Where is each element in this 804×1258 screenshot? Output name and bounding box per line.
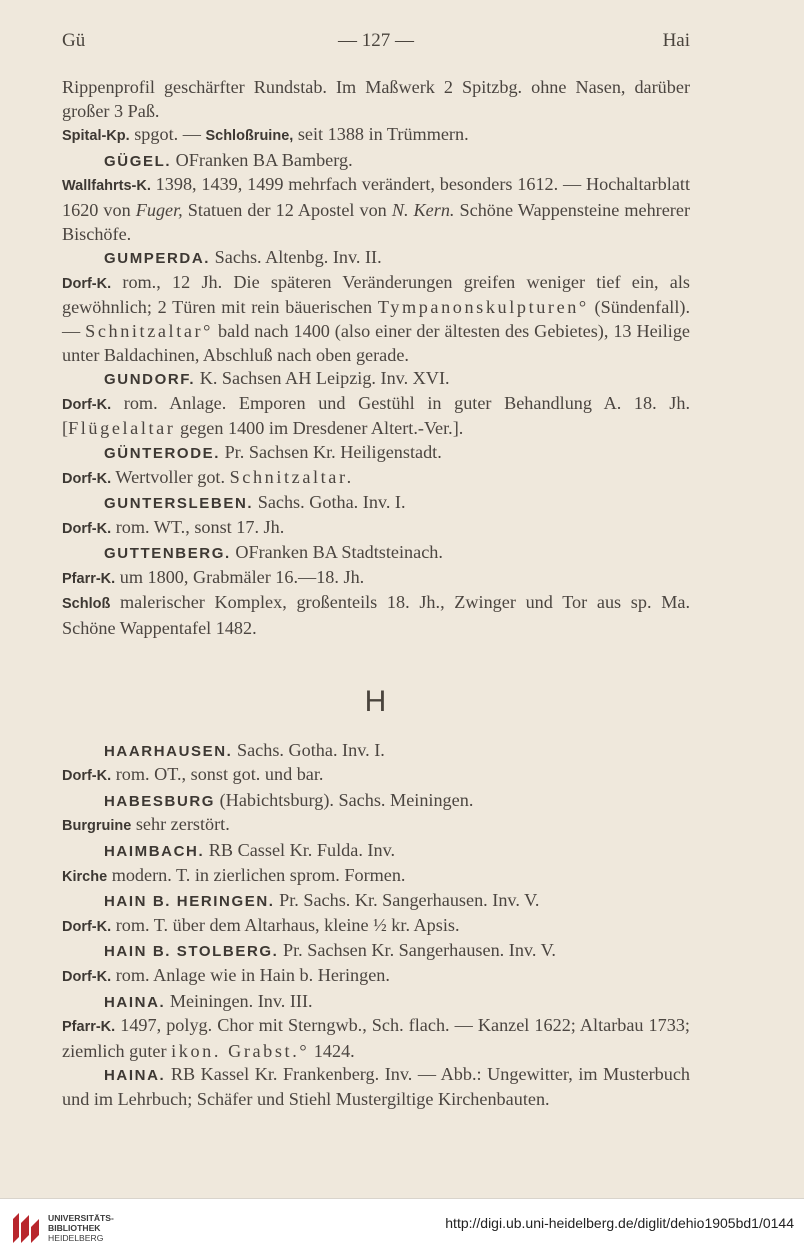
entry-text: spgot. — <box>129 124 206 145</box>
entry-keyword: Spital-Kp. <box>62 128 130 145</box>
entry-keyword: Dorf-K. <box>62 969 112 985</box>
paragraph <box>62 763 690 789</box>
page-number: — 127 — <box>338 30 414 51</box>
library-logo-text <box>48 1213 114 1243</box>
place-location: OFranken BA Stadtsteinach. <box>230 542 443 563</box>
paragraph <box>62 566 690 592</box>
place-location: OFranken BA Bamberg. <box>171 149 353 170</box>
logo-line: BIBLIOTHEK <box>48 1223 101 1233</box>
entry-keyword: Dorf-K. <box>62 470 112 487</box>
place-heading <box>62 739 690 764</box>
place-name: HAIN B. HERINGEN. <box>104 893 275 911</box>
running-head-left: Gü <box>62 30 86 51</box>
entry-keyword: Dorf-K. <box>62 768 112 785</box>
place-heading <box>62 441 690 466</box>
paragraph <box>62 173 690 246</box>
place-location: RB Kassel Kr. Frankenberg. Inv. — Abb.: Ungewitter, im Musterbuch und im Lehrbuch; Schäfer und Stiehl Mustergiltige Kirchenbauten. <box>62 1064 690 1109</box>
entry-text: rom., 12 Jh. Die späteren Veränderungen greifen weniger tief ein, als gewöhnlich; 2 Türen mit rein bäuerischen <box>62 271 690 318</box>
entry-keyword: Schloß <box>62 596 111 613</box>
paragraph <box>62 1014 690 1063</box>
section-letter: H <box>364 684 388 718</box>
place-heading <box>62 491 690 516</box>
entry-keyword: Pfarr-K. <box>62 570 116 587</box>
spaced-term: Schnitzaltar° <box>85 320 214 341</box>
place-heading <box>62 541 690 566</box>
place-name: GUNDORF. <box>104 371 196 389</box>
place-location: Sachs. Altenbg. Inv. II. <box>210 247 382 268</box>
place-name: GUNTERSLEBEN. <box>104 495 254 513</box>
running-head-right: Hai <box>662 30 690 51</box>
artist-name: N. Kern. <box>391 199 455 220</box>
paragraph <box>62 76 690 123</box>
entry-text: gegen 1400 im Dresdener Altert.-Ver.]. <box>175 418 464 439</box>
entry-keyword: Burgruine <box>62 818 132 835</box>
place-name: GÜGEL. <box>104 152 172 170</box>
entry-text: seit 1388 in Trümmern. <box>293 124 469 145</box>
entry-text: Statuen der 12 Apostel von <box>182 199 392 220</box>
entry-keyword: Dorf-K. <box>62 396 112 413</box>
entry-keyword: Wallfahrts-K. <box>62 178 151 195</box>
entry-text: sehr zerstört. <box>131 814 230 835</box>
entry-text: 1497, polyg. Chor mit Sterngwb., Sch. flach. — Kanzel 1622; Altarbau 1733; ziemlich guter <box>62 1015 690 1061</box>
place-location: Pr. Sachsen Kr. Heiligenstadt. <box>220 441 442 462</box>
place-location: Pr. Sachsen Kr. Sangerhausen. Inv. V. <box>278 940 556 961</box>
place-location: RB Cassel Kr. Fulda. Inv. <box>204 840 396 861</box>
place-heading <box>62 889 690 914</box>
place-name: HAARHAUSEN. <box>104 742 233 760</box>
paragraph <box>62 466 690 492</box>
spaced-term: ikon. Grabst.° <box>171 1040 310 1061</box>
entry-text: 1424. <box>309 1040 355 1061</box>
place-name: HAINA. <box>104 1067 166 1085</box>
place-heading <box>62 839 690 864</box>
entry-keyword: Kirche <box>62 868 108 885</box>
paragraph <box>62 123 690 149</box>
place-name: HAIMBACH. <box>104 843 205 861</box>
entry-text: um 1800, Grabmäler 16.—18. Jh. <box>115 566 365 587</box>
place-location: Pr. Sachs. Kr. Sangerhausen. Inv. V. <box>274 890 540 911</box>
paragraph <box>62 813 690 839</box>
entry-text: malerischer Komplex, großenteils 18. Jh., Zwinger und Tor aus sp. Ma. Schöne Wappentafel 1482. <box>62 592 690 639</box>
spaced-term: Flügelaltar <box>68 418 176 439</box>
place-heading <box>62 367 690 392</box>
entry-keyword: Schloßruine, <box>205 128 294 145</box>
entry-text: Rippenprofil geschärfter Rundstab. Im Maßwerk 2 Spitzbg. ohne Nasen, darüber großer 3 Paß. <box>62 77 690 121</box>
paragraph <box>62 964 690 990</box>
entry-text: Wertvoller got. <box>111 466 230 487</box>
paragraph <box>62 914 690 940</box>
place-location: Sachs. Gotha. Inv. I. <box>253 492 406 513</box>
place-heading <box>62 789 690 814</box>
artist-name: Fuger, <box>135 199 183 220</box>
entry-keyword: Dorf-K. <box>62 275 112 292</box>
running-head <box>62 30 690 56</box>
paragraph <box>62 392 690 441</box>
paragraph <box>62 591 690 640</box>
place-location: K. Sachsen AH Leipzig. Inv. XVI. <box>195 368 450 389</box>
entry-text: rom. Anlage wie in Hain b. Heringen. <box>111 965 390 985</box>
source-url-link[interactable]: http://digi.ub.uni-heidelberg.de/diglit/dehio1905bd1/0144 <box>445 1215 794 1231</box>
spaced-term: Schnitzaltar. <box>229 466 354 487</box>
entry-keyword: Dorf-K. <box>62 918 112 935</box>
entry-text: rom. WT., sonst 17. Jh. <box>111 516 285 537</box>
place-name: HAINA. <box>104 993 166 1011</box>
library-logo-icon <box>9 1209 43 1247</box>
logo-line: UNIVERSITÄTS- <box>48 1213 114 1223</box>
entry-keyword: Pfarr-K. <box>62 1019 116 1036</box>
place-location: Meiningen. Inv. III. <box>165 990 313 1011</box>
place-heading <box>62 149 690 174</box>
place-heading <box>62 990 690 1015</box>
paragraph <box>62 271 690 367</box>
body-text <box>62 76 690 1112</box>
spaced-term: Tympanonskulpturen° <box>377 297 589 318</box>
place-location: Sachs. Gotha. Inv. I. <box>232 739 385 760</box>
entry-text: Schöne Wappensteine mehrerer Bischöfe. <box>62 199 690 244</box>
entry-text: rom. Anlage. Emporen und Gestühl in guter Behandlung A. 18. Jh. [ <box>62 392 690 439</box>
entry-text: bald nach 1400 (also einer der ältesten des Gebietes), 13 Heilige unter Baldachinen, Abschluß nach oben gerade. <box>62 320 690 365</box>
place-name: GUMPERDA. <box>104 250 211 268</box>
entry-text: 1398, 1439, 1499 mehrfach verändert, besonders 1612. — Hochaltarblatt 1620 von <box>62 174 690 220</box>
entry-text: (Sündenfall). — <box>62 297 690 341</box>
place-name: HAIN B. STOLBERG. <box>104 943 279 961</box>
entry-text: modern. T. in zierlichen sprom. Formen. <box>107 864 406 885</box>
entry-keyword: Dorf-K. <box>62 520 112 537</box>
paragraph <box>62 864 690 890</box>
place-name: HABESBURG <box>104 792 216 810</box>
paragraph <box>62 516 690 542</box>
entry-text: rom. OT., sonst got. und bar. <box>111 764 324 785</box>
place-heading <box>62 939 690 964</box>
place-heading <box>62 246 690 271</box>
place-location: (Habichtsburg). Sachs. Meiningen. <box>215 789 474 810</box>
place-name: GÜNTERODE. <box>104 444 221 462</box>
entry-text: rom. T. über dem Altarhaus, kleine ½ kr. Apsis. <box>111 914 460 935</box>
footer-bar <box>0 1198 804 1258</box>
logo-line: HEIDELBERG <box>48 1233 104 1243</box>
place-heading <box>62 1063 690 1111</box>
place-name: GUTTENBERG. <box>104 545 231 563</box>
